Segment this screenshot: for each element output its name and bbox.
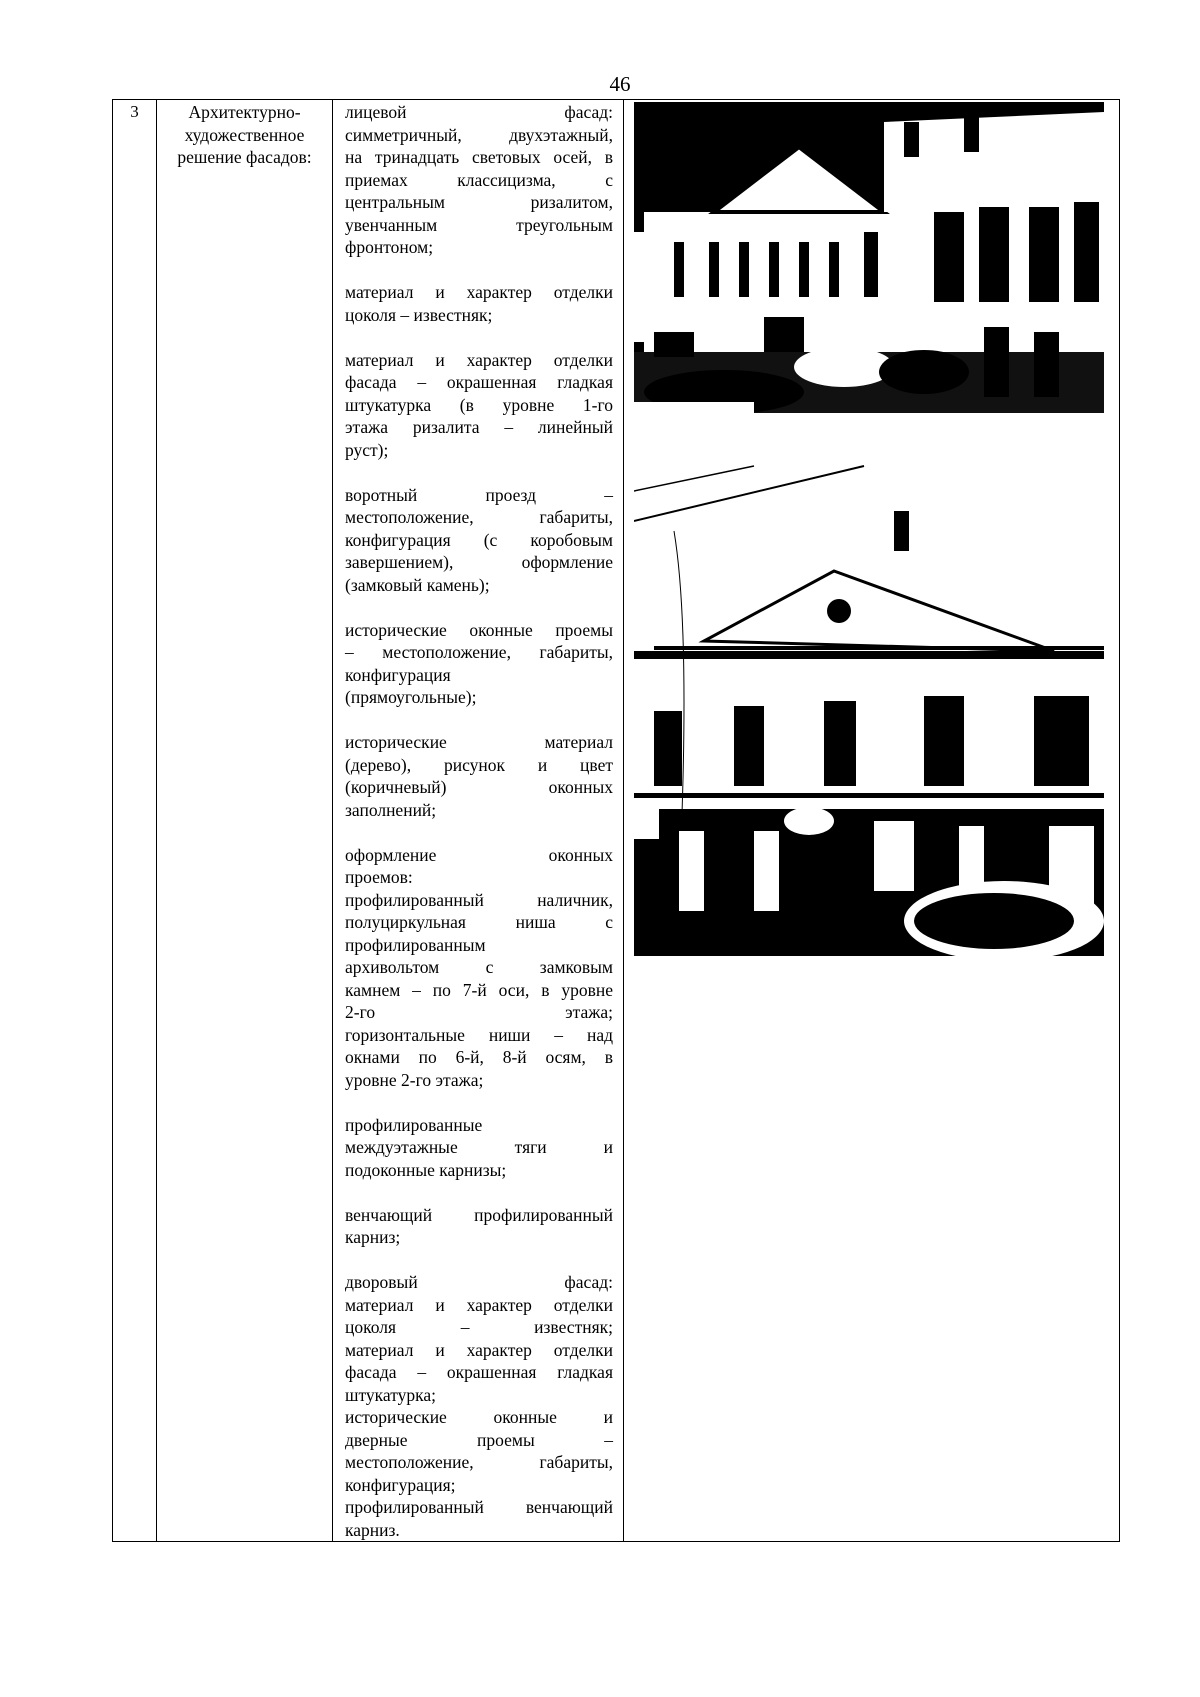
description-line: конфигурация	[345, 664, 451, 685]
row-photos	[624, 100, 1120, 1542]
row-name-line: Архитектурно-	[188, 102, 301, 122]
description-line: лицевой фасад:	[345, 102, 613, 122]
description-line: штукатурка;	[345, 1384, 436, 1405]
description-line: увенчанным треугольным	[345, 214, 613, 235]
description-line: дворовый фасад:	[345, 1272, 613, 1292]
description-line: завершением), оформление	[345, 552, 613, 572]
description-line: архивольтом с замковым	[345, 957, 613, 977]
description-line: приемах классицизма, с	[345, 169, 613, 190]
description-line: венчающий профилированный	[345, 1204, 613, 1225]
row-name-line: художественное	[184, 124, 305, 145]
description-line: фронтоном;	[345, 237, 434, 257]
description-line: окнами по 6-й, 8-й осям, в	[345, 1047, 613, 1067]
description-paragraph	[345, 619, 613, 709]
description-line: материал и характер отделки	[345, 349, 613, 370]
facade-table	[112, 99, 1120, 1542]
description-line: местоположение, габариты,	[345, 1452, 613, 1472]
description-line: (прямоугольные);	[345, 687, 477, 707]
description-line: – местоположение, габариты,	[345, 642, 613, 662]
description-line: карниз;	[345, 1227, 401, 1247]
description-line: материал и характер отделки	[345, 1294, 613, 1315]
description-line: заполнений;	[345, 799, 437, 820]
row-number: 3	[113, 100, 157, 1542]
description-line: цоколя – известняк;	[345, 304, 493, 325]
description-line: профилированный наличник,	[345, 889, 613, 910]
description-paragraph	[345, 1204, 613, 1249]
facade-photo-1	[634, 102, 1104, 413]
row-name	[157, 100, 333, 1542]
description-line: (коричневый) оконных	[345, 777, 613, 797]
description-paragraph	[345, 281, 613, 326]
description-line: руст);	[345, 439, 389, 460]
description-line: цоколя – известняк;	[345, 1317, 613, 1337]
description-line: исторические оконные проемы	[345, 619, 613, 640]
description-line: материал и характер отделки	[345, 282, 613, 302]
facade-photo-2	[634, 451, 1104, 979]
description-paragraph	[345, 484, 613, 597]
description-line: материал и характер отделки	[345, 1339, 613, 1360]
description-paragraph	[345, 101, 613, 259]
description-line: исторические материал	[345, 732, 613, 752]
table-row	[113, 100, 1120, 1542]
description-paragraph	[345, 731, 613, 821]
description-line: междуэтажные тяги и	[345, 1137, 613, 1157]
description-line: конфигурация (с коробовым	[345, 529, 613, 550]
description-line: оформление оконных	[345, 844, 613, 865]
description-line: исторические оконные и	[345, 1407, 613, 1427]
description-line: профилированный венчающий	[345, 1497, 613, 1517]
description-line: подоконные карнизы;	[345, 1159, 507, 1180]
description-line: фасада – окрашенная гладкая	[345, 372, 613, 392]
page-number: 46	[609, 72, 631, 96]
description-line: местоположение, габариты,	[345, 507, 613, 527]
description-line: профилированным	[345, 934, 486, 955]
description-line: штукатурка (в уровне 1-го	[345, 394, 613, 415]
description-line: центральным ризалитом,	[345, 192, 613, 212]
description-paragraph	[345, 844, 613, 1092]
description-line: конфигурация;	[345, 1474, 456, 1495]
row-description	[333, 100, 624, 1542]
description-paragraph	[345, 1114, 613, 1182]
description-line: карниз.	[345, 1519, 400, 1540]
description-line: 2-го этажа;	[345, 1002, 613, 1022]
description-line: этажа ризалита – линейный	[345, 417, 613, 437]
description-line: профилированные	[345, 1114, 483, 1135]
description-line: (дерево), рисунок и цвет	[345, 754, 613, 775]
description-line: горизонтальные ниши – над	[345, 1024, 613, 1045]
description-line: воротный проезд –	[345, 484, 613, 505]
description-line: камнем – по 7-й оси, в уровне	[345, 979, 613, 1000]
description-line: симметричный, двухэтажный,	[345, 124, 613, 145]
description-line: на тринадцать световых осей, в	[345, 147, 613, 167]
row-name-line: решение фасадов:	[177, 147, 312, 167]
description-line: (замковый камень);	[345, 574, 490, 595]
description-line: фасада – окрашенная гладкая	[345, 1362, 613, 1382]
description-paragraph	[345, 349, 613, 462]
description-line: дверные проемы –	[345, 1429, 613, 1450]
description-paragraph	[345, 1271, 613, 1541]
description-line: полуциркульная ниша с	[345, 912, 613, 932]
description-line: уровне 2-го этажа;	[345, 1069, 484, 1090]
description-line: проемов:	[345, 867, 413, 887]
